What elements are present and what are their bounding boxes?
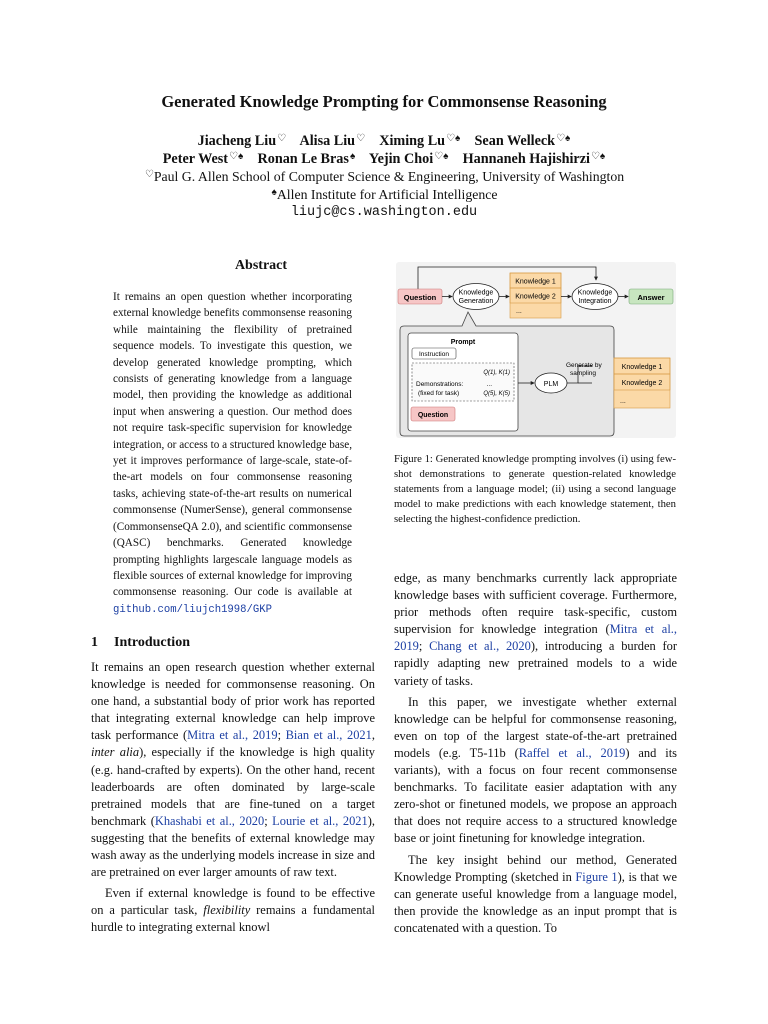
figure-1-caption: Figure 1: Generated knowledge prompting involves (i) using few-shot demonstrations to generate question-related knowledge statements from a language model; (ii) using a second language model to make predictions with each knowledge statement, then selecting the highest-confidence prediction. xyxy=(394,453,676,525)
svg-text:Question: Question xyxy=(417,412,449,419)
citation-link[interactable]: Bian et al., 2021 xyxy=(285,728,372,743)
svg-text:Generate by: Generate by xyxy=(566,362,602,369)
author: Jiacheng Liu♡ xyxy=(197,133,287,149)
affiliation-ai2: ♠Allen Institute for Artificial Intelligence xyxy=(271,187,498,202)
svg-text:Demonstrations:: Demonstrations: xyxy=(416,381,464,388)
svg-text:...: ... xyxy=(486,381,492,388)
svg-text:Knowledge 2: Knowledge 2 xyxy=(621,380,663,387)
abstract-body: It remains an open question whether incorporating external knowledge benefits commonsense reasoning while maintaining the flexibility of pretrained sequence models. To investigate this question, we develop generated knowledge prompting, which consists of generating knowledge from a language model, then providing the knowledge as additional input when answering a question. Our method does not require task-specific supervision for knowledge integration, or access to a structured knowledge base, yet it improves performance of large-scale, state-of-the-art models on four commonsense reasoning tasks, achieving state-of-the-art results on numerical commonsense (NumerSense), general commonsense (CommonsenseQA 2.0), and scientific commonsense (QASC) benchmarks. Generated knowledge prompting highlights largescale language models as flexible sources of external knowledge for improving commonsense reasoning. Our code is available at github.com/liujch1998/GKP xyxy=(113,291,352,616)
code-link[interactable]: github.com/liujch1998/GKP xyxy=(113,603,272,616)
figure-reference-link[interactable]: Figure 1 xyxy=(575,869,618,884)
right-column-text xyxy=(394,570,677,937)
author: Ximing Lu♡♠ xyxy=(379,133,461,149)
figure-1-diagram xyxy=(396,262,676,438)
svg-text:sampling: sampling xyxy=(570,370,597,377)
question-label: Question xyxy=(403,293,437,302)
svg-text:Q(5), K(5): Q(5), K(5) xyxy=(483,391,510,397)
intro-paragraph-2-cont: edge, as many benchmarks currently lack appropriate knowledge bases with sufficient coverage. Furthermore, prior methods often require task-specific, custom supervision for knowledge integration (Mitra et al., 2019; Chang et al., 2020), introducing a burden for rapidly adapting new pretrained models to a wide variety of tasks. xyxy=(394,571,677,688)
svg-text:Prompt: Prompt xyxy=(450,339,476,346)
left-column-text xyxy=(91,659,375,937)
author: Sean Welleck♡♠ xyxy=(474,133,571,149)
svg-text:Q(1), K(1): Q(1), K(1) xyxy=(483,370,510,376)
citation-link[interactable]: Chang et al., 2020 xyxy=(429,639,531,654)
author-email[interactable]: liujc@cs.washington.edu xyxy=(290,205,478,220)
knowledge-generation-node xyxy=(453,284,499,310)
svg-text:(fixed for task): (fixed for task) xyxy=(418,390,460,397)
citation-link[interactable]: Mitra et al., 2019 xyxy=(394,622,677,654)
citation-link[interactable]: Khashabi et al., 2020 xyxy=(154,813,265,828)
intro-paragraph-2: Even if external knowledge is found to be effective on a particular task, flexibility remains a fundamental hurdle to integrating external knowl xyxy=(91,886,375,935)
svg-text:Instruction: Instruction xyxy=(419,351,449,358)
author: Alisa Liu♡ xyxy=(299,133,366,149)
author: Peter West♡♠ xyxy=(162,151,244,167)
answer-label: Answer xyxy=(637,293,665,302)
author: Hannaneh Hajishirzi♡♠ xyxy=(462,151,606,167)
knowledge-item: ... xyxy=(516,308,522,315)
svg-text:Knowledge: Knowledge xyxy=(458,289,494,297)
knowledge-item: Knowledge 1 xyxy=(515,278,556,286)
svg-text:Knowledge: Knowledge xyxy=(577,289,613,297)
citation-link[interactable]: Lourie et al., 2021 xyxy=(272,813,368,828)
svg-text:Generation: Generation xyxy=(458,298,494,305)
authors-line-2 xyxy=(0,151,768,168)
abstract-heading: Abstract xyxy=(234,258,288,273)
intro-paragraph-3: In this paper, we investigate whether external knowledge can be helpful for commonsense reasoning, even on top of the largest state-of-the-art pretrained models (e.g. T5-11b (Raffel et al., 2019) and its variants), with a focus on four recent commonsense benchmarks. To facilitate easier adaptation with any zero-shot or finetuned models, we propose an approach that does not require access to a structured knowledge base or joint finetuning for knowledge integration. xyxy=(394,694,677,846)
svg-text:PLM: PLM xyxy=(543,381,559,388)
citation-link[interactable]: Raffel et al., 2019 xyxy=(518,745,626,760)
citation-link[interactable]: Mitra et al., 2019 xyxy=(187,728,278,743)
intro-paragraph-4: The key insight behind our method, Generated Knowledge Prompting (sketched in Figure 1), is that we can generate useful knowledge from a language model, then provide the knowledge as an input prompt that is concatenated with a question. To xyxy=(394,852,677,935)
authors-line-1 xyxy=(0,133,768,150)
knowledge-item: Knowledge 2 xyxy=(515,293,556,301)
svg-text:Knowledge 1: Knowledge 1 xyxy=(621,364,663,371)
svg-text:Integration: Integration xyxy=(578,298,612,305)
section-heading-introduction: 1 Introduction xyxy=(91,635,190,650)
author: Ronan Le Bras♠ xyxy=(257,151,356,167)
knowledge-integration-node xyxy=(572,284,618,310)
affiliation-uw: ♡Paul G. Allen School of Computer Science & Engineering, University of Washington xyxy=(144,169,625,184)
svg-text:...: ... xyxy=(620,398,626,405)
paper-title: Generated Knowledge Prompting for Commonsense Reasoning xyxy=(161,92,607,111)
author: Yejin Choi♡♠ xyxy=(368,151,449,167)
intro-paragraph-1: It remains an open research question whether external knowledge is needed for commonsense reasoning. On one hand, a substantial body of prior work has reported that integrating external knowledge can help improve task performance (Mitra et al., 2019; Bian et al., 2021, inter alia), especially if the knowledge is high quality (e.g. hand-crafted by experts). On the other hand, recent leaderboards are often dominated by large-scale pretrained models that are fine-tuned on a target benchmark (Khashabi et al., 2020; Lourie et al., 2021), suggesting that the benefits of external knowledge may wash away as the underlying models increase in size and are pretrained on ever larger amounts of raw text. xyxy=(91,660,375,880)
